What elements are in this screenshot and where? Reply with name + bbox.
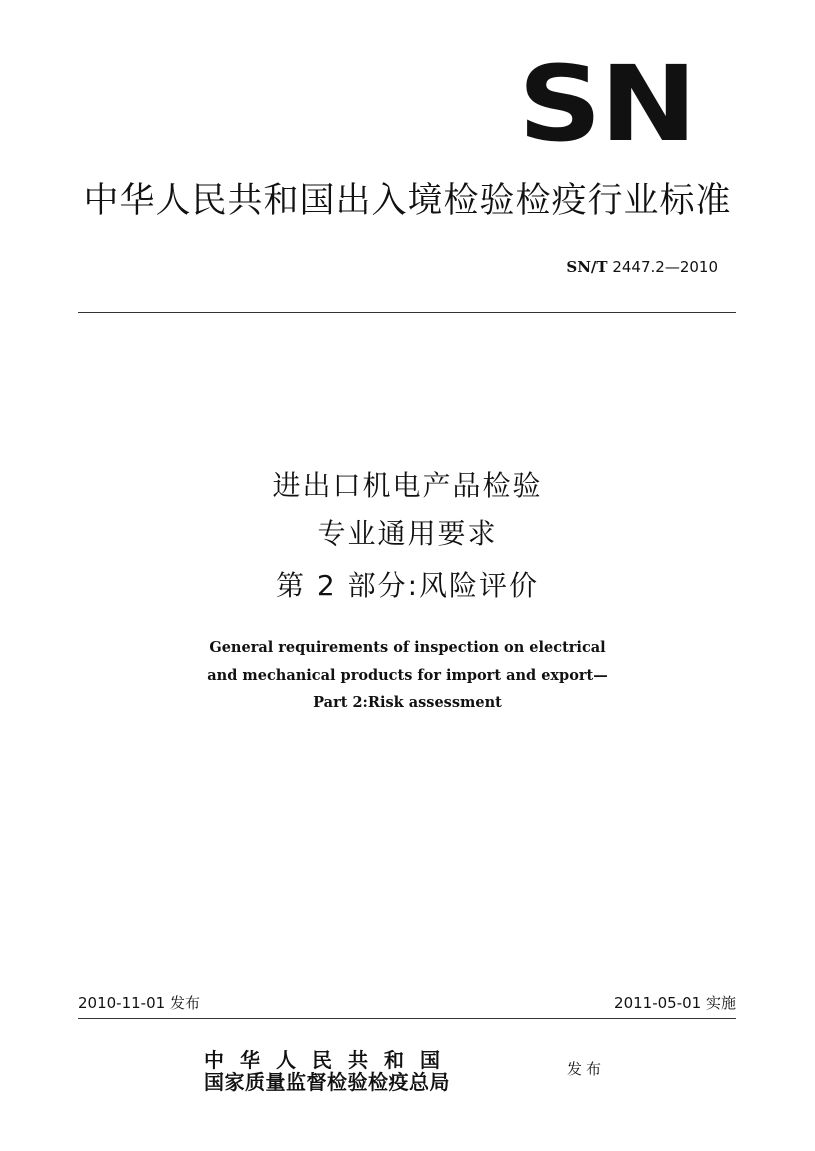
implementation-date: 2011-05-01 实施 (614, 994, 736, 1012)
chinese-title-line-1: 进出口机电产品检验 (272, 469, 543, 502)
chinese-title-line-3: 第 2 部分:风险评价 (275, 569, 540, 602)
chinese-title-line-2: 专业通用要求 (317, 517, 498, 550)
standard-code-prefix: SN/T (566, 258, 608, 276)
issuer-action: 发布 (567, 1060, 606, 1078)
sn-logo: SN (518, 43, 695, 165)
top-divider (78, 312, 736, 313)
english-title-line-1: General requirements of inspection on electrical (209, 639, 606, 656)
issuer-line-1: 中华人民共和国 (204, 1048, 456, 1072)
bottom-divider (78, 1018, 736, 1019)
english-title-line-3: Part 2:Risk assessment (313, 694, 502, 711)
issue-date: 2010-11-01 发布 (78, 994, 200, 1012)
standard-category-title: 中华人民共和国出入境检验检疫行业标准 (83, 181, 732, 221)
standard-code (566, 256, 718, 278)
english-title-line-2: and mechanical products for import and export— (207, 667, 608, 684)
issuer-line-2: 国家质量监督检验检疫总局 (204, 1070, 450, 1094)
standard-code-number: 2447.2—2010 (612, 258, 718, 276)
